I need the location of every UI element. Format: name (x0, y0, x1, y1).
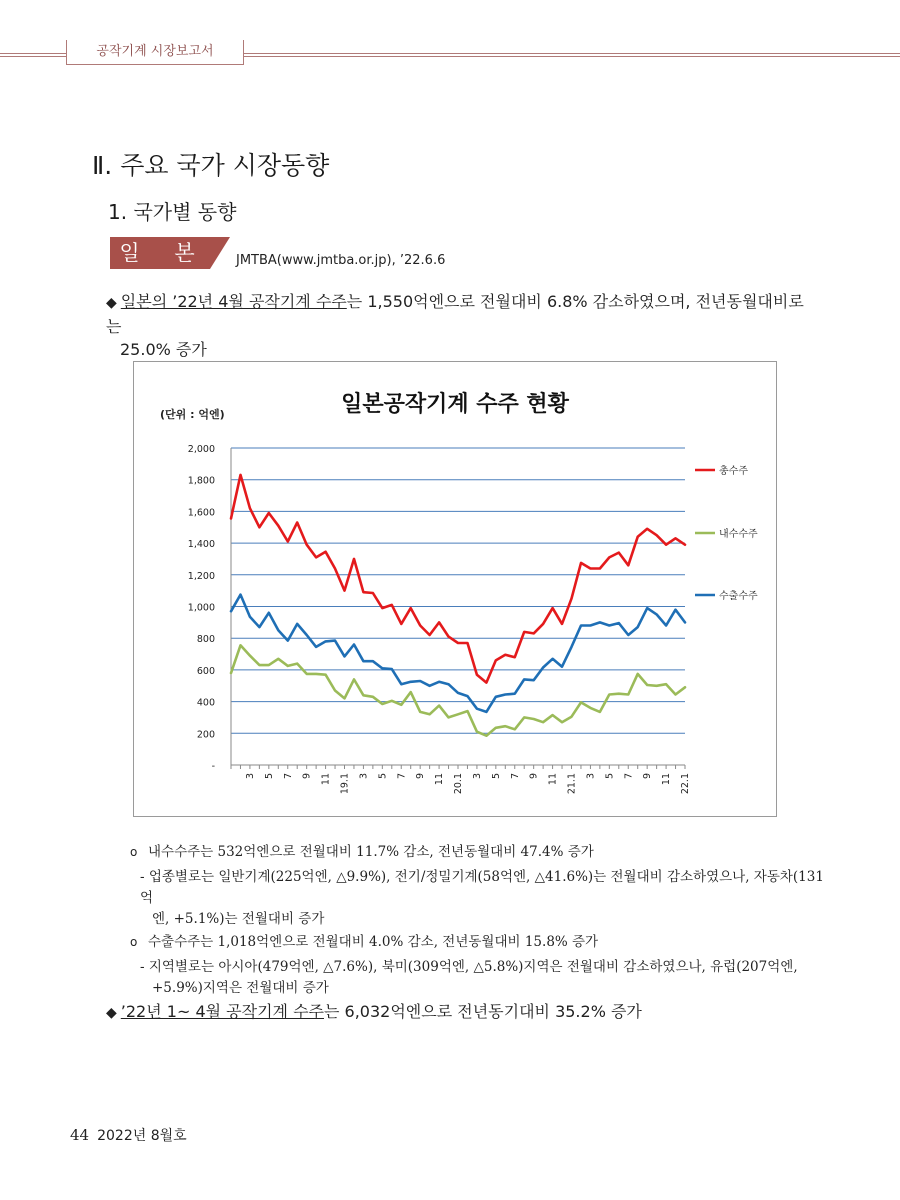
x-tick-label: 9 (415, 773, 427, 780)
x-tick-label: 9 (301, 773, 313, 780)
x-tick-label: 7 (396, 773, 408, 780)
page-number: 44 (70, 1126, 90, 1144)
source-citation: JMTBA(www.jmtba.or.jp), ’22.6.6 (236, 253, 446, 268)
x-tick-label: 5 (604, 773, 616, 780)
legend-label: 내수수주 (719, 529, 758, 540)
note-export (130, 932, 830, 953)
y-tick-label: 1,800 (187, 475, 215, 487)
note-domestic-text: 내수수주는 532억엔으로 전월대비 11.7% 감소, 전년동월대비 47.4% 증가 (148, 844, 594, 860)
bullet-text: 는 1,550억엔으로 전월대비 6.8% 감소하였으며, 전년동월대비로는 (106, 292, 804, 336)
bullet-ytd (106, 1000, 806, 1025)
bullet-text-line2: 25.0% 증가 (120, 340, 207, 359)
y-tick-label: 1,200 (187, 570, 215, 582)
series-line-1 (231, 645, 685, 735)
diamond-bullet-icon: ◆ (106, 295, 117, 311)
x-tick-label: 5 (377, 773, 389, 780)
running-title: 공작기계 시장보고서 (66, 40, 244, 65)
x-tick-label: 3 (471, 773, 483, 780)
y-tick-label: 1,400 (187, 539, 215, 551)
chart-svg (134, 362, 776, 816)
x-tick-label: 3 (358, 773, 370, 780)
section-subtitle: 1. 국가별 동향 (108, 200, 237, 224)
note-domestic (130, 842, 830, 863)
x-tick-label: 7 (282, 773, 294, 780)
x-tick-label: 9 (642, 773, 654, 780)
x-tick-label: 5 (263, 773, 275, 780)
notes-block (130, 840, 830, 999)
y-tick-label: 1,600 (187, 507, 215, 519)
orders-chart (133, 361, 777, 817)
note-export-detail-2: +5.9%)지역은 전월대비 증가 (152, 980, 329, 996)
x-tick-label: 22.1 (680, 773, 691, 795)
bullet-underlined-text: ’22년 1~ 4월 공작기계 수주 (120, 1002, 324, 1021)
note-export-detail: - 지역별로는 아시아(479억엔, △7.6%), 북미(309억엔, △5.8%)지역은 전월대비 감소하였으나, 유럽(207억엔, (140, 959, 798, 975)
legend-label: 총수주 (719, 466, 748, 477)
x-tick-label: 7 (509, 773, 521, 780)
x-tick-label: 3 (585, 773, 597, 780)
x-tick-label: 20.1 (453, 773, 464, 795)
bullet-underlined-text: 일본의 ’22년 4월 공작기계 수주 (120, 292, 347, 311)
x-tick-label: 5 (490, 773, 502, 780)
y-tick-label: 400 (196, 697, 215, 709)
section-title: Ⅱ. 주요 국가 시장동향 (92, 151, 330, 180)
y-tick-label: 600 (196, 665, 215, 677)
y-tick-label: 2,000 (187, 444, 215, 455)
y-tick-label: 1,000 (187, 602, 215, 614)
series-line-0 (231, 475, 685, 683)
country-label: 일 본 (119, 241, 209, 265)
circle-bullet-icon: o (130, 935, 138, 949)
country-badge (110, 237, 230, 269)
x-tick-label: 11 (320, 773, 332, 786)
x-tick-label: 3 (244, 773, 256, 780)
x-tick-label: 11 (547, 773, 559, 786)
bullet-text: 는 6,032억엔으로 전년동기대비 35.2% 증가 (323, 1002, 642, 1021)
y-tick-label: 800 (196, 634, 215, 646)
chart-title: 일본공작기계 수주 현황 (341, 392, 569, 417)
x-tick-label: 11 (434, 773, 446, 786)
note-domestic-detail: - 업종별로는 일반기계(225억엔, △9.9%), 전기/정밀기계(58억엔, △41.6%)는 전월대비 감소하였으나, 자동차(131억 (140, 869, 824, 906)
note-export-text: 수출수주는 1,018억엔으로 전월대비 4.0% 감소, 전년동월대비 15.8% 증가 (148, 934, 599, 950)
issue-label: 2022년 8월호 (97, 1128, 187, 1144)
note-domestic-detail-2: 엔, +5.1%)는 전월대비 증가 (152, 911, 325, 927)
x-tick-label: 9 (528, 773, 540, 780)
x-tick-label: 7 (623, 773, 635, 780)
y-tick-label: 200 (196, 729, 215, 741)
circle-bullet-icon: o (130, 845, 138, 859)
x-tick-label: 19.1 (339, 773, 351, 795)
bullet-summary (106, 290, 806, 361)
x-tick-label: 11 (661, 773, 673, 786)
chart-unit-label: (단위 : 억엔) (160, 408, 225, 421)
x-tick-label: 21.1 (566, 773, 578, 795)
legend-label: 수출수주 (719, 591, 758, 602)
page-footer (70, 1125, 187, 1145)
diamond-bullet-icon: ◆ (106, 1005, 117, 1021)
y-tick-label: - (211, 761, 215, 772)
